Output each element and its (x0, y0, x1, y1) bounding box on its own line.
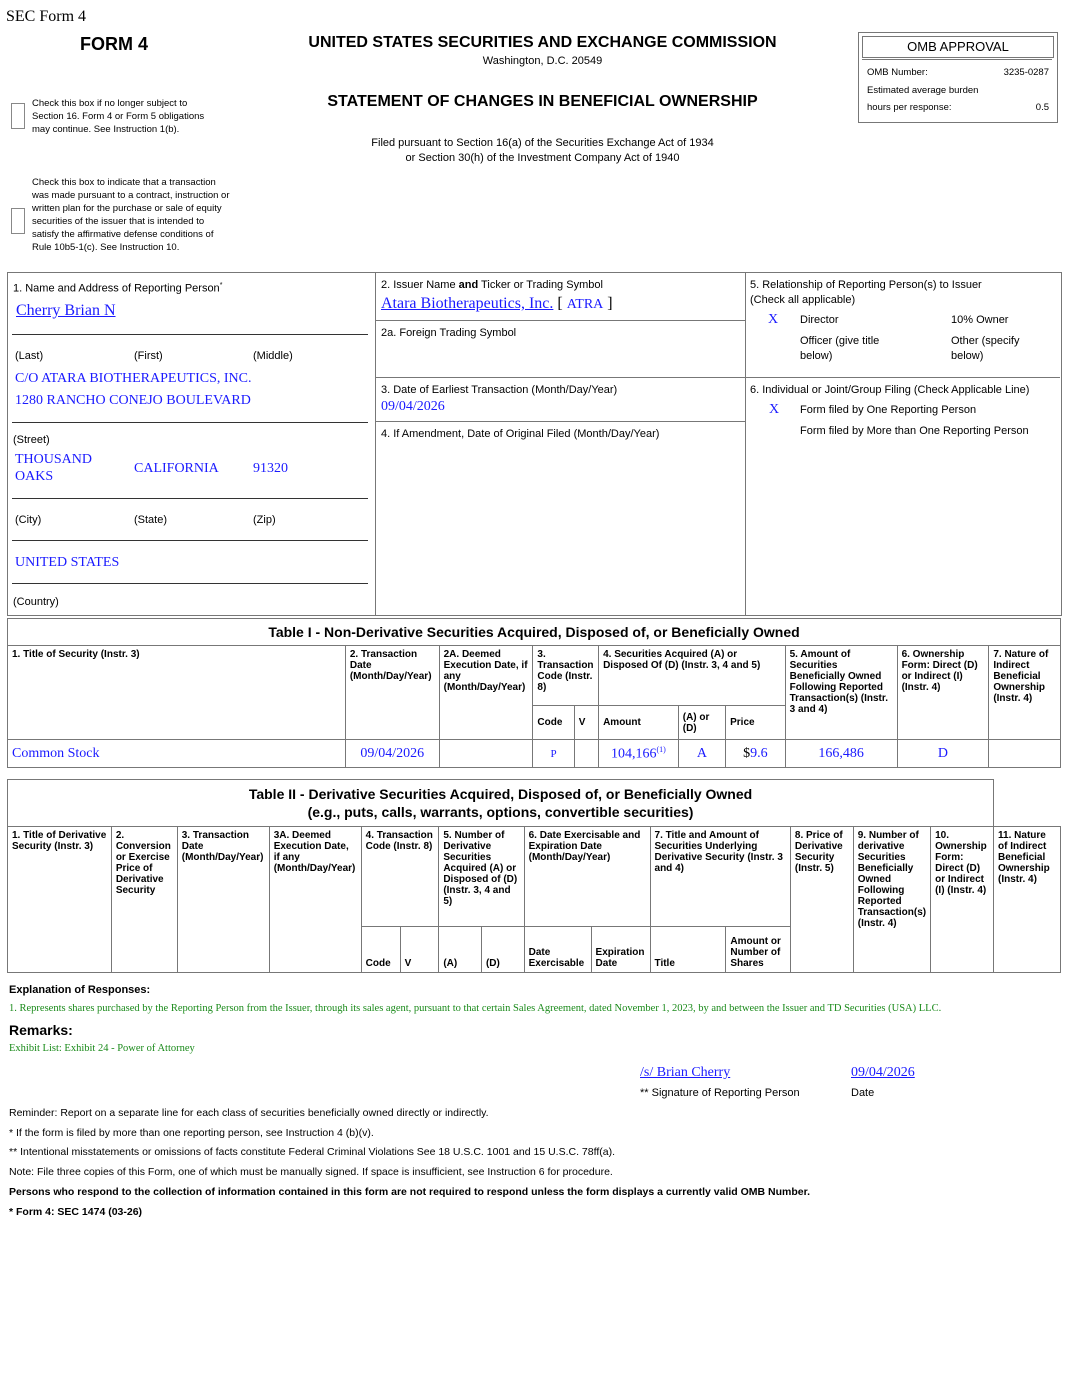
t2-h8: 8. Price of Derivative Security (Instr. 5) (790, 827, 853, 973)
t1-h2: 2. Transaction Date (Month/Day/Year) (345, 646, 439, 740)
t1-row-nature (989, 740, 1061, 768)
t2-h9: 9. Number of derivative Securities Beneficially Owned Following Reported Transaction(s) (Instr. 4) (853, 827, 930, 973)
city-value-2: OAKS (15, 469, 54, 484)
other-label-1: Other (specify (951, 335, 1020, 347)
signature-date-label: Date (851, 1087, 875, 1099)
address-line-1: C/O ATARA BIOTHERAPEUTICS, INC. (15, 371, 252, 386)
one-person-label: Form filed by One Reporting Person (800, 404, 977, 416)
t1-h2a: 2A. Deemed Execution Date, if any (Month/Day/Year) (439, 646, 533, 740)
section16-checkbox-label: Check this box if no longer subject to Section 16. Form 4 or Form 5 obligations may continue. See Instruction 1(b). (32, 98, 205, 135)
t2-h5: 5. Number of Derivative Securities Acquired (A) or Disposed of (D) (Instr. 3, 4 and 5) (439, 827, 524, 927)
form-title: FORM 4 (80, 34, 149, 54)
t1-h3: 3. Transaction Code (Instr. 8) (533, 646, 599, 706)
t1-h7: 7. Nature of Indirect Beneficial Ownership (Instr. 4) (989, 646, 1061, 740)
t1-row-v (574, 740, 598, 768)
reminder-note: Reminder: Report on a separate line for each class of securities beneficially owned directly or indirectly. (9, 1107, 489, 1119)
officer-label-1: Officer (give title (800, 335, 880, 347)
t1-sub-v: V (574, 706, 598, 740)
city-value-1: THOUSAND (15, 452, 92, 467)
t2-sub-a: (A) (439, 927, 482, 973)
t1-row-owned: 166,486 (785, 740, 897, 768)
other-label-2: below) (951, 350, 984, 362)
section16-checkbox[interactable] (11, 103, 25, 129)
issuer-label: 2. Issuer Name and Ticker or Trading Symbol (381, 279, 603, 291)
t1-sub-code: Code (533, 706, 574, 740)
t1-row-code: P (533, 740, 574, 768)
remarks-label: Remarks: (9, 1022, 73, 1038)
omb-burden-label: Estimated average burden (867, 85, 979, 96)
t1-row-ad: A (678, 740, 725, 768)
table-2-title: Table II - Derivative Securities Acquired, Disposed of, or Beneficially Owned (e.g., puts, calls, warrants, options, convertible securities) (8, 780, 994, 827)
double-star-note: ** Intentional misstatements or omissions of facts constitute Federal Criminal Violations See 18 U.S.C. 1001 and 15 U.S.C. 78ff(a). (9, 1146, 615, 1158)
omb-number-label: OMB Number: (867, 67, 928, 78)
t1-h5: 5. Amount of Securities Beneficially Owned Following Reported Transaction(s) (Instr. 3 and 4) (785, 646, 897, 740)
t2-h4: 4. Transaction Code (Instr. 8) (361, 827, 439, 927)
omb-approval-box (858, 32, 1058, 123)
t2-h11: 11. Nature of Indirect Beneficial Ownership (Instr. 4) (994, 827, 1061, 973)
t1-row-title: Common Stock (8, 740, 346, 768)
t2-h3: 3. Transaction Date (Month/Day/Year) (177, 827, 269, 973)
omb-note: Persons who respond to the collection of information contained in this form are not required to respond unless the form displays a currently valid OMB Number. (9, 1186, 811, 1198)
one-person-mark[interactable]: X (769, 402, 780, 417)
filed-line-2: or Section 30(h) of the Investment Company Act of 1940 (405, 152, 680, 164)
country-value: UNITED STATES (15, 555, 120, 570)
reporting-block (7, 272, 1062, 616)
t1-h4: 4. Securities Acquired (A) or Disposed Of (D) (Instr. 3, 4 and 5) (599, 646, 786, 706)
statement-title: STATEMENT OF CHANGES IN BENEFICIAL OWNERSHIP (327, 93, 758, 110)
agency-title: UNITED STATES SECURITIES AND EXCHANGE COMMISSION (308, 34, 777, 51)
t2-h2: 2. Conversion or Exercise Price of Derivative Security (111, 827, 177, 973)
relationship-label: 5. Relationship of Reporting Person(s) to Issuer (750, 279, 982, 291)
t2-h6: 6. Date Exercisable and Expiration Date (Month/Day/Year) (524, 827, 650, 927)
omb-number-value: 3235-0287 (1003, 67, 1049, 78)
t2-sub-exercisable: Date Exercisable (524, 927, 591, 973)
omb-title: OMB APPROVAL (862, 36, 1054, 58)
t1-sub-amount: Amount (599, 706, 679, 740)
ten-percent-owner-label: 10% Owner (951, 314, 1009, 326)
explanation-label: Explanation of Responses: (9, 984, 151, 996)
table-2 (7, 779, 1061, 973)
t1-h6: 6. Ownership Form: Direct (D) or Indirect (I) (Instr. 4) (897, 646, 989, 740)
signature-link[interactable]: /s/ Brian Cherry (640, 1065, 731, 1080)
foreign-trading-label: 2a. Foreign Trading Symbol (381, 327, 517, 339)
signature-label: ** Signature of Reporting Person (640, 1087, 800, 1099)
t2-h10: 10. Ownership Form: Direct (D) or Indirect (I) (Instr. 4) (931, 827, 994, 973)
box1-label: 1. Name and Address of Reporting Person* (13, 282, 223, 295)
t1-sub-ad: (A) or (D) (678, 706, 725, 740)
t2-sub-amount: Amount or Number of Shares (726, 927, 791, 973)
country-label: (Country) (13, 596, 59, 608)
t1-row-deemed (439, 740, 533, 768)
t2-h1: 1. Title of Derivative Security (Instr. 3) (8, 827, 112, 973)
issuer-row: Atara Biotherapeutics, Inc. [ ATRA ] (381, 295, 613, 312)
t1-row-price: $9.6 (726, 740, 786, 768)
form-footer: * Form 4: SEC 1474 (03-26) (9, 1206, 143, 1218)
agency-city: Washington, D.C. 20549 (482, 55, 603, 67)
omb-hours-label: hours per response: (867, 102, 952, 113)
t1-row-form: D (897, 740, 989, 768)
more-persons-label: Form filed by More than One Reporting Person (800, 425, 1029, 437)
t2-sub-d: (D) (481, 927, 524, 973)
amendment-label: 4. If Amendment, Date of Original Filed (Month/Day/Year) (381, 428, 660, 440)
file-copies-note: Note: File three copies of this Form, one of which must be manually signed. If space is insufficient, see Instruction 6 for procedure. (9, 1166, 613, 1178)
table-1 (7, 618, 1061, 768)
remarks-text: Exhibit List: Exhibit 24 - Power of Attorney (9, 1043, 195, 1054)
omb-hours-value: 0.5 (1035, 102, 1049, 113)
zip-value: 91320 (253, 461, 288, 476)
t1-h1: 1. Title of Security (Instr. 3) (8, 646, 346, 740)
state-value: CALIFORNIA (134, 461, 219, 476)
t2-sub-code: Code (361, 927, 400, 973)
first-label: (First) (134, 350, 163, 362)
filing-label: 6. Individual or Joint/Group Filing (Check Applicable Line) (750, 384, 1030, 396)
table-row (8, 740, 1061, 768)
table-1-title: Table I - Non-Derivative Securities Acquired, Disposed of, or Beneficially Owned (8, 619, 1061, 646)
director-label: Director (800, 314, 839, 326)
t2-h3a: 3A. Deemed Execution Date, if any (Month/Day/Year) (269, 827, 361, 973)
state-label: (State) (134, 514, 168, 526)
earliest-date-value: 09/04/2026 (381, 399, 445, 414)
zip-label: (Zip) (253, 514, 276, 526)
rule10b5-checkbox-label: Check this box to indicate that a transaction was made pursuant to a contract, instruction or written plan for the purchase or sale of equity securities of the issuer that is intended to satisfy the affirmative defense conditions of Rule 10b5-1(c). See Instruction 10. (32, 177, 230, 253)
earliest-date-label: 3. Date of Earliest Transaction (Month/Day/Year) (381, 384, 618, 396)
filed-line-1: Filed pursuant to Section 16(a) of the Securities Exchange Act of 1934 (371, 137, 714, 149)
rule10b5-checkbox[interactable] (11, 208, 25, 234)
last-label: (Last) (15, 350, 44, 362)
city-label: (City) (15, 514, 42, 526)
street-label: (Street) (13, 434, 50, 446)
officer-label-2: below) (800, 350, 833, 362)
t2-sub-v: V (400, 927, 439, 973)
doc-label: SEC Form 4 (6, 8, 87, 25)
single-star-note: * If the form is filed by more than one reporting person, see Instruction 4 (b)(v). (9, 1127, 374, 1139)
t2-sub-title: Title (650, 927, 726, 973)
middle-label: (Middle) (253, 350, 293, 362)
explanation-footnote-1: 1. Represents shares purchased by the Reporting Person from the Issuer, through its sales agent, pursuant to that certain Sales Agreement, dated November 1, 2023, by and between the Issuer and TD Securities (USA) LLC. (9, 1003, 942, 1014)
director-mark[interactable]: X (768, 312, 779, 327)
t2-h7: 7. Title and Amount of Securities Underlying Derivative Security (Instr. 3 and 4) (650, 827, 790, 927)
address-line-2: 1280 RANCHO CONEJO BOULEVARD (15, 393, 251, 408)
t2-sub-expiration: Expiration Date (591, 927, 650, 973)
relationship-sublabel: (Check all applicable) (750, 294, 856, 306)
t1-sub-price: Price (726, 706, 786, 740)
ticker-symbol: ATRA (566, 297, 604, 312)
reporting-person-link[interactable]: Cherry Brian N (16, 302, 116, 319)
signature-date-link[interactable]: 09/04/2026 (851, 1065, 915, 1080)
t1-row-date: 09/04/2026 (345, 740, 439, 768)
issuer-name-link[interactable]: Atara Biotherapeutics, Inc. (381, 295, 554, 312)
t1-row-amount: 104,166$^{(1)}$ (599, 740, 679, 768)
